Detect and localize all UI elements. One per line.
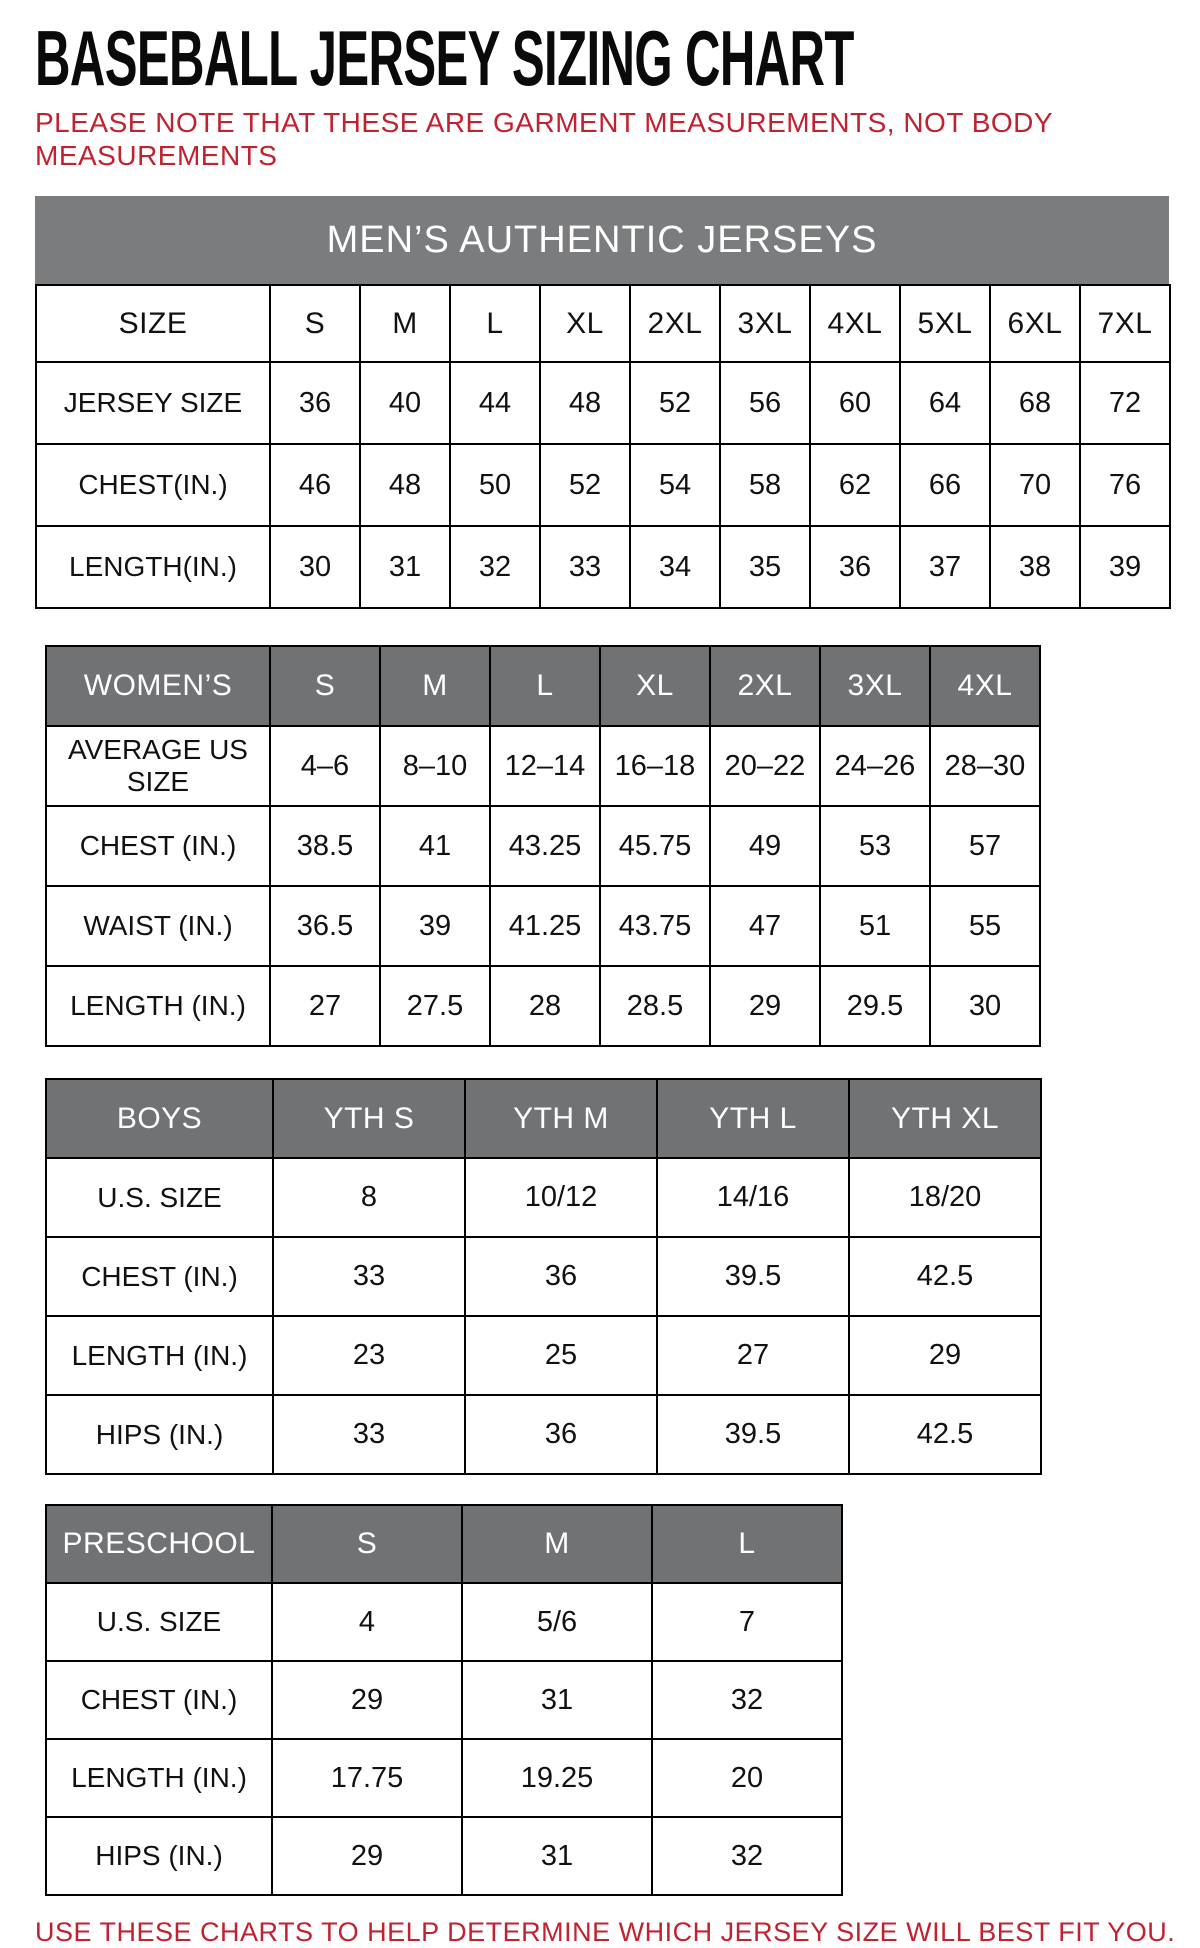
- preschool-size-table: [45, 1504, 843, 1896]
- value-cell: 7: [652, 1583, 842, 1661]
- row-label-cell: CHEST(IN.): [36, 444, 270, 526]
- column-header-cell: S: [270, 646, 380, 726]
- table-row: [46, 1158, 1041, 1237]
- column-header-cell: YTH S: [273, 1079, 465, 1158]
- womens-size-table: [45, 645, 1041, 1047]
- column-header-cell: M: [360, 285, 450, 362]
- value-cell: 36.5: [270, 886, 380, 966]
- row-label-cell: HIPS (IN.): [46, 1395, 273, 1474]
- mens-authentic-jerseys-banner: MEN’S AUTHENTIC JERSEYS: [35, 196, 1169, 284]
- value-cell: 28.5: [600, 966, 710, 1046]
- value-cell: 39.5: [657, 1237, 849, 1316]
- column-header-cell: WOMEN’S: [46, 646, 270, 726]
- value-cell: 25: [465, 1316, 657, 1395]
- table-row: [46, 886, 1040, 966]
- value-cell: 27: [657, 1316, 849, 1395]
- column-header-cell: S: [270, 285, 360, 362]
- value-cell: 54: [630, 444, 720, 526]
- header-row: [46, 1505, 842, 1583]
- value-cell: 55: [930, 886, 1040, 966]
- preschool-section: [45, 1504, 1200, 1896]
- value-cell: 29: [272, 1817, 462, 1895]
- value-cell: 32: [450, 526, 540, 608]
- column-header-cell: M: [462, 1505, 652, 1583]
- value-cell: 43.25: [490, 806, 600, 886]
- page-title-text: BASEBALL JERSEY SIZING CHART: [35, 14, 854, 102]
- value-cell: 19.25: [462, 1739, 652, 1817]
- column-header-cell: 4XL: [930, 646, 1040, 726]
- value-cell: 36: [810, 526, 900, 608]
- table-row: [46, 726, 1040, 806]
- value-cell: 50: [450, 444, 540, 526]
- table-row: [36, 526, 1170, 608]
- value-cell: 76: [1080, 444, 1170, 526]
- table-row: [46, 1817, 842, 1895]
- value-cell: 42.5: [849, 1395, 1041, 1474]
- value-cell: 62: [810, 444, 900, 526]
- value-cell: 41: [380, 806, 490, 886]
- column-header-cell: XL: [540, 285, 630, 362]
- value-cell: 27: [270, 966, 380, 1046]
- column-header-cell: 5XL: [900, 285, 990, 362]
- value-cell: 17.75: [272, 1739, 462, 1817]
- value-cell: 64: [900, 362, 990, 444]
- value-cell: 33: [273, 1237, 465, 1316]
- value-cell: 43.75: [600, 886, 710, 966]
- value-cell: 44: [450, 362, 540, 444]
- column-header-cell: 4XL: [810, 285, 900, 362]
- column-header-cell: XL: [600, 646, 710, 726]
- mens-size-table: [35, 284, 1171, 609]
- mens-size-table-container: [35, 284, 1200, 609]
- row-label-cell: LENGTH (IN.): [46, 1316, 273, 1395]
- value-cell: 5/6: [462, 1583, 652, 1661]
- table-row: [46, 1661, 842, 1739]
- value-cell: 66: [900, 444, 990, 526]
- value-cell: 51: [820, 886, 930, 966]
- column-header-cell: 7XL: [1080, 285, 1170, 362]
- column-header-cell: YTH XL: [849, 1079, 1041, 1158]
- table-row: [46, 1395, 1041, 1474]
- value-cell: 18/20: [849, 1158, 1041, 1237]
- value-cell: 38: [990, 526, 1080, 608]
- boys-section: [45, 1078, 1200, 1475]
- row-label-cell: U.S. SIZE: [46, 1158, 273, 1237]
- value-cell: 60: [810, 362, 900, 444]
- value-cell: 16–18: [600, 726, 710, 806]
- garment-measurement-note-line1: PLEASE NOTE THAT THESE ARE GARMENT MEASUREMENTS, NOT BODY: [35, 107, 1054, 138]
- value-cell: 52: [630, 362, 720, 444]
- value-cell: 23: [273, 1316, 465, 1395]
- value-cell: 29: [710, 966, 820, 1046]
- value-cell: 49: [710, 806, 820, 886]
- value-cell: 42.5: [849, 1237, 1041, 1316]
- value-cell: 47: [710, 886, 820, 966]
- value-cell: 34: [630, 526, 720, 608]
- value-cell: 36: [270, 362, 360, 444]
- mens-section: [35, 196, 1200, 609]
- value-cell: 53: [820, 806, 930, 886]
- row-label-cell: LENGTH (IN.): [46, 966, 270, 1046]
- value-cell: 56: [720, 362, 810, 444]
- value-cell: 68: [990, 362, 1080, 444]
- table-row: [36, 362, 1170, 444]
- value-cell: 33: [540, 526, 630, 608]
- garment-measurement-note: [35, 106, 1200, 172]
- header-row: [36, 285, 1170, 362]
- column-header-cell: YTH M: [465, 1079, 657, 1158]
- boys-size-table: [45, 1078, 1042, 1475]
- row-label-cell: CHEST (IN.): [46, 1661, 272, 1739]
- value-cell: 57: [930, 806, 1040, 886]
- value-cell: 8: [273, 1158, 465, 1237]
- value-cell: 29: [849, 1316, 1041, 1395]
- value-cell: 35: [720, 526, 810, 608]
- table-row: [36, 444, 1170, 526]
- table-row: [46, 1316, 1041, 1395]
- value-cell: 28: [490, 966, 600, 1046]
- row-label-cell: WAIST (IN.): [46, 886, 270, 966]
- value-cell: 52: [540, 444, 630, 526]
- column-header-cell: 3XL: [820, 646, 930, 726]
- value-cell: 20: [652, 1739, 842, 1817]
- value-cell: 40: [360, 362, 450, 444]
- value-cell: 39.5: [657, 1395, 849, 1474]
- column-header-cell: L: [652, 1505, 842, 1583]
- table-row: [46, 806, 1040, 886]
- value-cell: 39: [380, 886, 490, 966]
- value-cell: 48: [540, 362, 630, 444]
- value-cell: 31: [360, 526, 450, 608]
- value-cell: 36: [465, 1395, 657, 1474]
- row-label-cell: CHEST (IN.): [46, 1237, 273, 1316]
- column-header-cell: PRESCHOOL: [46, 1505, 272, 1583]
- value-cell: 32: [652, 1661, 842, 1739]
- value-cell: 10/12: [465, 1158, 657, 1237]
- column-header-cell: SIZE: [36, 285, 270, 362]
- row-label-cell: AVERAGE US SIZE: [46, 726, 270, 806]
- value-cell: 38.5: [270, 806, 380, 886]
- value-cell: 30: [270, 526, 360, 608]
- row-label-cell: LENGTH (IN.): [46, 1739, 272, 1817]
- footer-note: USE THESE CHARTS TO HELP DETERMINE WHICH JERSEY SIZE WILL BEST FIT YOU.: [35, 1917, 1176, 1947]
- value-cell: 31: [462, 1817, 652, 1895]
- value-cell: 12–14: [490, 726, 600, 806]
- table-row: [46, 1237, 1041, 1316]
- value-cell: 29: [272, 1661, 462, 1739]
- value-cell: 33: [273, 1395, 465, 1474]
- value-cell: 41.25: [490, 886, 600, 966]
- table-row: [46, 1583, 842, 1661]
- value-cell: 58: [720, 444, 810, 526]
- column-header-cell: BOYS: [46, 1079, 273, 1158]
- womens-section: [45, 645, 1200, 1047]
- column-header-cell: 6XL: [990, 285, 1080, 362]
- value-cell: 28–30: [930, 726, 1040, 806]
- table-row: [46, 966, 1040, 1046]
- column-header-cell: M: [380, 646, 490, 726]
- column-header-cell: 2XL: [710, 646, 820, 726]
- value-cell: 32: [652, 1817, 842, 1895]
- value-cell: 4: [272, 1583, 462, 1661]
- preschool-size-table-container: [45, 1504, 1200, 1896]
- column-header-cell: S: [272, 1505, 462, 1583]
- row-label-cell: CHEST (IN.): [46, 806, 270, 886]
- value-cell: 24–26: [820, 726, 930, 806]
- womens-size-table-container: [45, 645, 1200, 1047]
- boys-size-table-container: [45, 1078, 1200, 1475]
- value-cell: 39: [1080, 526, 1170, 608]
- column-header-cell: 3XL: [720, 285, 810, 362]
- value-cell: 31: [462, 1661, 652, 1739]
- value-cell: 72: [1080, 362, 1170, 444]
- garment-measurement-note-line2: MEASUREMENTS: [35, 140, 278, 171]
- value-cell: 37: [900, 526, 990, 608]
- header-row: [46, 646, 1040, 726]
- value-cell: 46: [270, 444, 360, 526]
- value-cell: 27.5: [380, 966, 490, 1046]
- value-cell: 14/16: [657, 1158, 849, 1237]
- value-cell: 4–6: [270, 726, 380, 806]
- value-cell: 48: [360, 444, 450, 526]
- value-cell: 36: [465, 1237, 657, 1316]
- value-cell: 20–22: [710, 726, 820, 806]
- row-label-cell: JERSEY SIZE: [36, 362, 270, 444]
- table-row: [46, 1739, 842, 1817]
- column-header-cell: YTH L: [657, 1079, 849, 1158]
- value-cell: 45.75: [600, 806, 710, 886]
- value-cell: 29.5: [820, 966, 930, 1046]
- page-title: [35, 14, 1200, 102]
- value-cell: 30: [930, 966, 1040, 1046]
- row-label-cell: U.S. SIZE: [46, 1583, 272, 1661]
- column-header-cell: L: [450, 285, 540, 362]
- row-label-cell: HIPS (IN.): [46, 1817, 272, 1895]
- value-cell: 8–10: [380, 726, 490, 806]
- value-cell: 70: [990, 444, 1080, 526]
- row-label-cell: LENGTH(IN.): [36, 526, 270, 608]
- column-header-cell: L: [490, 646, 600, 726]
- header-row: [46, 1079, 1041, 1158]
- column-header-cell: 2XL: [630, 285, 720, 362]
